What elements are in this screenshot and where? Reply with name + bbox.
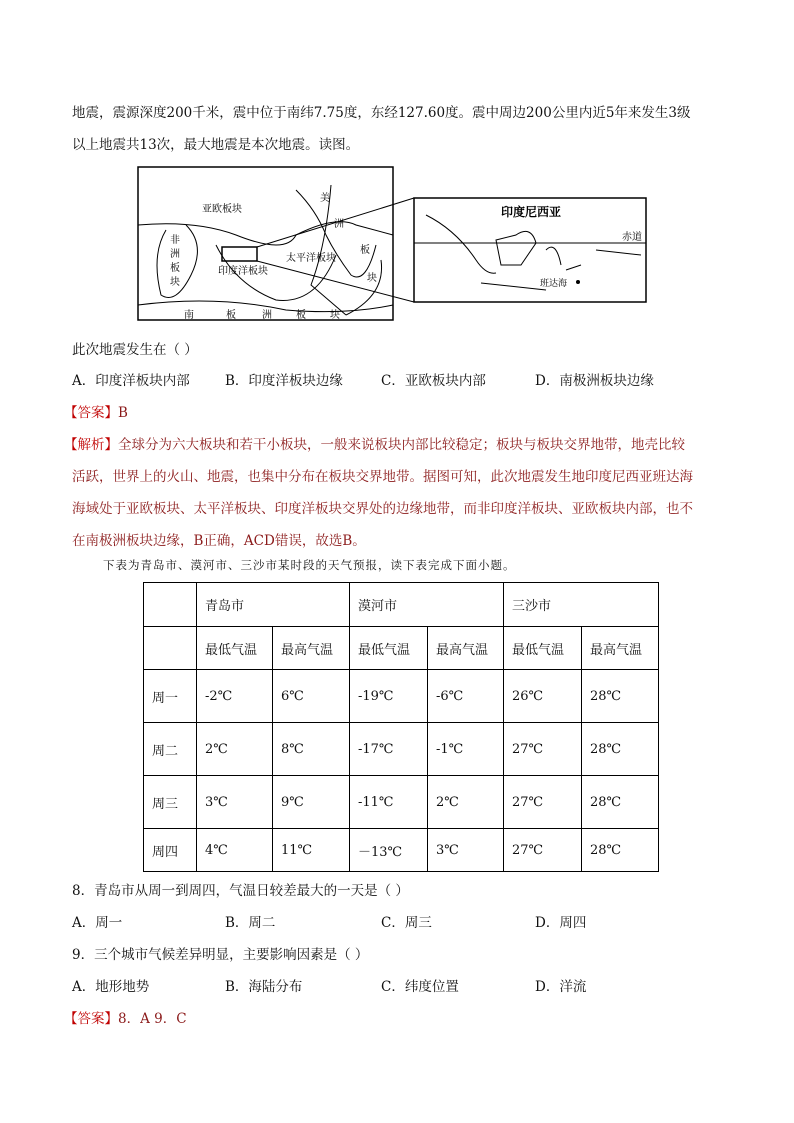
city-header: 青岛市 [197,583,350,627]
sub-header: 最低气温 [350,627,428,670]
table-cell: 28℃ [582,829,659,872]
analysis-label: 【解析】 [64,437,118,453]
q8-option-a: A．周一 [72,915,123,931]
table-cell: 3℃ [197,776,273,829]
table-cell: 27℃ [504,829,582,872]
label: 洲 [170,249,180,260]
table-cell: 9℃ [273,776,350,829]
label: 板 [296,310,306,321]
table-cell: -17℃ [350,723,428,776]
q7-option-d: D．南极洲板块边缘 [535,373,654,389]
table-row [144,776,659,829]
q8-option-b: B．周二 [225,915,276,931]
label: 美 [320,193,330,204]
table-cell: -2℃ [197,670,273,723]
table-cell: 2℃ [197,723,273,776]
table-cell: 27℃ [504,723,582,776]
city-header: 三沙市 [504,583,659,627]
passage-line: 以上地震共13次，最大地震是本次地震。读图。 [72,137,360,153]
table-row [144,670,659,723]
label: 洲 [262,310,272,321]
table-cell: 周一 [144,670,197,723]
passage-line: 地震，震源深度200千米，震中位于南纬7.75度，东经127.60度。震中周边200公里内近5年来发生3级 [72,105,691,121]
analysis-text: 在南极洲板块边缘，B正确，ACD错误，故选B。 [72,533,366,549]
table-intro: 下表为青岛市、漠河市、三沙市某时段的天气预报，读下表完成下面小题。 [103,558,516,572]
answer-value: B [118,405,128,421]
table-cell: －13℃ [350,829,428,872]
banda-sea-label: 班达海 [540,278,568,288]
answer-label: 【答案】 [64,1011,118,1027]
q7-stem: 此次地震发生在（ ） [72,342,198,358]
analysis-text: 活跃，世界上的火山、地震，也集中分布在板块交界地带。据图可知，此次地震发生地印度尼西亚班达海 [72,469,693,485]
analysis-text: 全球分为六大板块和若干小板块，一般来说板块内部比较稳定；板块与板块交界地带，地壳比较 [118,437,685,453]
table-cell: 28℃ [582,776,659,829]
q9-option-b: B．海陆分布 [225,979,303,995]
label: 板 [360,245,370,256]
table-cell: -11℃ [350,776,428,829]
label-indian-plate: 印度洋板块 [218,266,268,277]
q8-option-d: D．周四 [535,915,587,931]
q7-option-a: A．印度洋板块内部 [72,373,190,389]
label: 洲 [334,219,344,230]
answer-value: 8．A 9．C [118,1011,187,1027]
sub-header: 最高气温 [582,627,659,670]
sub-header: 最高气温 [273,627,350,670]
q9-option-a: A．地形地势 [72,979,150,995]
equator-label: 赤道 [622,232,642,243]
label: 板 [170,263,180,274]
inset-title: 印度尼西亚 [501,205,562,219]
table-cell: 27℃ [504,776,582,829]
analysis-text: 海域处于亚欧板块、太平洋板块、印度洋板块交界处的边缘地带，而非印度洋板块、亚欧板块内部，也不 [72,501,693,517]
sub-header: 最低气温 [197,627,273,670]
weather-table [143,582,659,872]
q8-stem: 8．青岛市从周一到周四，气温日较差最大的一天是（ ） [72,883,409,899]
table-cell: -1℃ [428,723,504,776]
table-cell: 28℃ [582,723,659,776]
q7-option-b: B．印度洋板块边缘 [225,373,343,389]
label-pacific-plate: 太平洋板块 [286,253,336,264]
table-cell: 4℃ [197,829,273,872]
sub-header: 最高气温 [428,627,504,670]
table-cell: 周二 [144,723,197,776]
table-cell: -6℃ [428,670,504,723]
epicenter-dot [576,280,580,284]
table-cell: 28℃ [582,670,659,723]
label: 块 [367,273,377,284]
label: 块 [330,310,340,321]
q8-option-c: C．周三 [381,915,432,931]
label: 非 [170,235,180,246]
answer-label: 【答案】 [64,405,118,421]
q9-stem: 9．三个城市气候差异明显，主要影响因素是（ ） [72,947,369,963]
table-cell: 11℃ [273,829,350,872]
table-cell: 周三 [144,776,197,829]
table-cell: 3℃ [428,829,504,872]
sub-header: 最低气温 [504,627,582,670]
q7-option-c: C．亚欧板块内部 [381,373,486,389]
q9-option-c: C．纬度位置 [381,979,459,995]
table-cell: 周四 [144,829,197,872]
plate-map-figure [136,165,676,325]
label: 南 [184,310,194,321]
table-cell: 2℃ [428,776,504,829]
table-cell: -19℃ [350,670,428,723]
table-cell: 26℃ [504,670,582,723]
city-header: 漠河市 [350,583,504,627]
label: 块 [170,277,180,288]
table-cell: 6℃ [273,670,350,723]
table-cell: 8℃ [273,723,350,776]
q9-option-d: D．洋流 [535,979,587,995]
label-eurasia-plate: 亚欧板块 [202,204,242,215]
label: 板 [226,310,236,321]
table-row [144,829,659,872]
table-row [144,723,659,776]
